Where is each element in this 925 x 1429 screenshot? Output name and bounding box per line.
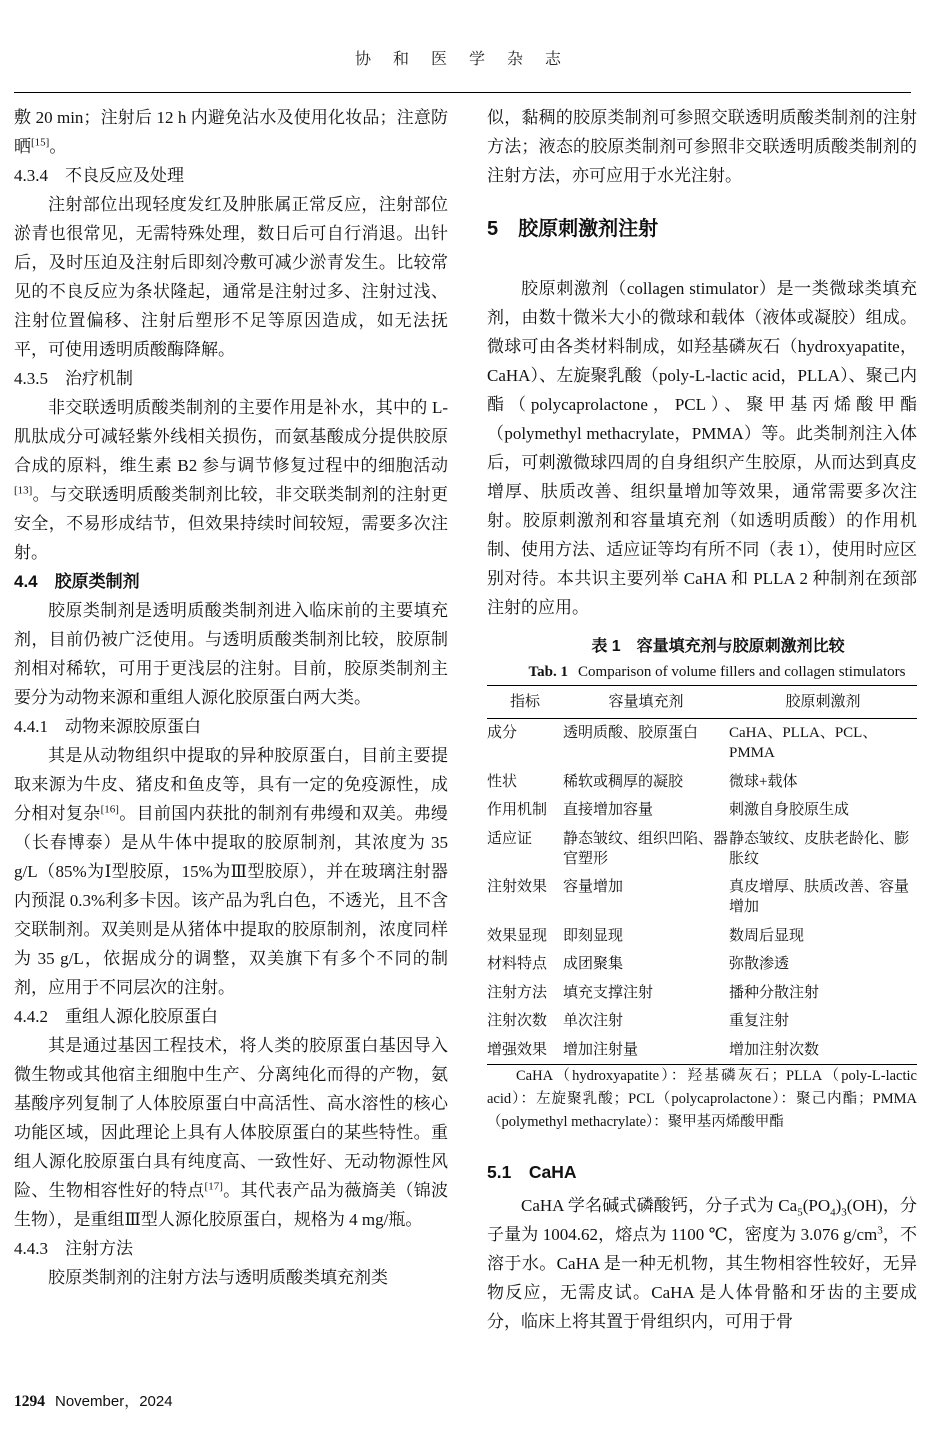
formula-superscript: 3	[877, 1224, 883, 1237]
table-cell: 稀软或稠厚的凝胶	[563, 773, 684, 790]
table-title-cn: 表 1 容量填充剂与胶原刺激剂比较	[591, 638, 845, 655]
table-cell: 静态皱纹、组织凹陷、器官塑形	[563, 830, 729, 867]
page-footer	[14, 1390, 173, 1411]
paragraph: 胶原刺激剂（collagen stimulator）是一类微球类填充剂，由数十微米大小的微球和载体（液体或凝胶）组成。微球可由各类材料制成，如羟基磷灰石（hydroxyapatite，CaHA）、左旋聚乳酸（poly-L-lactic acid，PLLA）、聚己内酯（polycaprolactone，PCL）、聚甲基丙烯酸甲酯（polymethyl methacrylate，PMMA）等。此类制剂注入体后，可刺激微球四周的自身组织产生胶原，从而达到真皮增厚、肤质改善、组织量增加等效果，通常需要多次注射。胶原刺激剂和容量填充剂（如透明质酸）的作用机制、使用方法、适应证等均有所不同（表 1），使用时应区别对待。本共识主要列举 CaHA 和 PLLA 2 种制剂在颈部注射的应用。	[487, 279, 917, 617]
issue-date: November，2024	[55, 1393, 173, 1410]
table-cell: 数周后显现	[729, 927, 805, 944]
table-cell: 单次注射	[563, 1013, 624, 1029]
table-row	[487, 922, 917, 951]
subsection-heading-434: 4.3.4 不良反应及处理	[14, 166, 184, 185]
table-cell: 增强效果	[487, 1041, 548, 1058]
table-cell: 增加注射次数	[729, 1041, 820, 1058]
table-cell: 注射方法	[487, 984, 548, 1001]
table-cell: 真皮增厚、肤质改善、容量增加	[729, 879, 910, 915]
formula-subscript: 5	[797, 1206, 803, 1219]
table-header-row	[487, 686, 917, 719]
formula-subscript: 3	[841, 1206, 847, 1219]
table-cell: 成团聚集	[563, 956, 624, 972]
subsection-heading-441: 4.4.1 动物来源胶原蛋白	[14, 717, 201, 736]
table-cell: 直接增加容量	[563, 802, 654, 818]
paragraph: 胶原类制剂的注射方法与透明质酸类填充剂类	[48, 1268, 388, 1287]
journal-header-title: 协 和 医 学 杂 志	[354, 51, 570, 68]
table-title-en	[487, 660, 917, 685]
table-footnote: CaHA（hydroxyapatite）：羟基磷灰石；PLLA（poly-L-lactic acid）：左旋聚乳酸；PCL（polycaprolactone）：聚己内酯；PMMA（polymethyl methacrylate）：聚甲基丙烯酸甲酯	[487, 1068, 917, 1130]
table-cell: 静态皱纹、皮肤老龄化、膨胀纹	[729, 830, 910, 867]
reference-superscript: [15]	[31, 136, 50, 149]
table-cell: 填充支撑注射	[563, 984, 654, 1001]
table-cell: 注射效果	[487, 879, 548, 895]
table-cell: 即刻显现	[563, 927, 624, 944]
column-right	[487, 103, 917, 1336]
table-row	[487, 719, 917, 768]
table-cell: 刺激自身胶原生成	[729, 802, 850, 818]
table-header-cell: 指标	[487, 686, 563, 719]
subsection-heading-435: 4.3.5 治疗机制	[14, 369, 133, 388]
table-row	[487, 825, 917, 874]
paragraph: 胶原类制剂是透明质酸类制剂进入临床前的主要填充剂，目前仍被广泛使用。与透明质酸类制剂比较，胶原制剂相对稀软，可用于更浅层的注射。目前，胶原类制剂主要分为动物来源和重组人源化胶原蛋白两大类。	[14, 601, 448, 707]
table-row	[487, 979, 917, 1008]
subsection-heading-443: 4.4.3 注射方法	[14, 1239, 133, 1258]
paragraph: CaHA 学名碱式磷酸钙，分子式为 $Ca_5(PO_4)_3(OH)$，分子量为 1004.62，熔点为 1100 ℃，密度为 3.076 $g/cm^3$，不溶于水。CaHA 是一种无机物，其生物相容性较好，无异物反应，无需皮试。CaHA 是人体骨骼和牙齿的主要成分，临床上将其置于骨组织内，可用于骨	[487, 1196, 918, 1331]
reference-superscript: [17]	[204, 1180, 223, 1193]
table-cell: 性状	[487, 773, 518, 790]
table-cell: 透明质酸、胶原蛋白	[563, 725, 699, 741]
table-cell: 容量增加	[563, 879, 624, 895]
table-cell: 效果显现	[487, 927, 548, 944]
table-cell: 增加注射量	[563, 1041, 639, 1058]
paragraph: 似，黏稠的胶原类制剂可参照交联透明质酸类制剂的注射方法；液态的胶原类制剂可参照非交联透明质酸类制剂的注射方法，亦可应用于水光注射。	[487, 108, 917, 185]
table-header-cell: 胶原刺激剂	[729, 686, 917, 719]
table-cell: 适应证	[487, 830, 533, 847]
reference-superscript: [13]	[14, 484, 33, 497]
paragraph: 其是从动物组织中提取的异种胶原蛋白，目前主要提取来源为牛皮、猪皮和鱼皮等，具有一定的免疫源性，成分相对复杂[16]。目前国内获批的制剂有弗缦和双美。弗缦（长春博泰）是从牛体中提取的胶原制剂，其浓度为 35 g/L（85%为Ⅰ型胶原，15%为Ⅲ型胶原），并在玻璃注射器内预混 0.3%利多卡因。该产品为乳白色，不透光，且不含交联制剂。双美则是从猪体中提取的胶原制剂，浓度同样为 35 g/L，依据成分的调整，双美旗下有多个不同的制剂，应用于不同层次的注射。	[14, 746, 449, 997]
table-cell: 注射次数	[487, 1013, 548, 1029]
section-heading-44: 4.4 胶原类制剂	[14, 572, 140, 591]
table-row	[487, 796, 917, 825]
header-rule	[14, 92, 911, 93]
table-row	[487, 1007, 917, 1036]
table-body	[487, 719, 917, 1065]
table-cell: 重复注射	[729, 1013, 790, 1029]
table-row	[487, 768, 917, 797]
table-head	[487, 686, 917, 719]
table-row	[487, 873, 917, 922]
reference-superscript: [16]	[100, 803, 119, 816]
table-cell: 作用机制	[487, 802, 548, 818]
table-cell: 成分	[487, 725, 518, 741]
page-number: 1294	[14, 1393, 45, 1410]
table-cell: 播种分散注射	[729, 984, 820, 1001]
table-header-cell: 容量填充剂	[563, 686, 729, 719]
table-cell: 微球+载体	[729, 773, 798, 790]
table-cell: CaHA、PLLA、PCL、PMMA	[729, 725, 878, 761]
table-row	[487, 950, 917, 979]
subsection-heading-442: 4.4.2 重组人源化胶原蛋白	[14, 1007, 218, 1026]
table-row	[487, 1036, 917, 1065]
comparison-table-block	[487, 634, 917, 1134]
section-heading-51: 5.1 CaHA	[487, 1162, 577, 1182]
table-cell: 材料特点	[487, 956, 548, 972]
formula-subscript: 4	[830, 1206, 836, 1219]
paragraph: 注射部位出现轻度发红及肿胀属正常反应，注射部位淤青也很常见，无需特殊处理，数日后可自行消退。出针后，及时压迫及注射后即刻冷敷可减少淤青发生。比较常见的不良反应为条状隆起，通常是注射过多、注射过浅、注射位置偏移、注射后塑形不足等原因造成，如无法抚平，可使用透明质酸酶降解。	[14, 195, 448, 359]
section-heading-5: 5 胶原刺激剂注射	[487, 218, 659, 240]
table-title-en-label: Tab. 1	[528, 664, 569, 680]
comparison-table	[487, 685, 917, 1065]
paragraph: 其是通过基因工程技术，将人类的胶原蛋白基因导入微生物或其他宿主细胞中生产、分离纯化而得的产物，氨基酸序列复制了人体胶原蛋白中高活性、高水溶性的核心功能区域，因此理论上具有人体胶原蛋白的某些特性。重组人源化胶原蛋白具有纯度高、一致性好、无动物源性风险、生物相容性好的特点[17]。其代表产品为薇旖美（锦波生物），是重组Ⅲ型人源化胶原蛋白，规格为 4 mg/瓶。	[14, 1036, 449, 1229]
table-cell: 弥散渗透	[729, 956, 790, 972]
paragraph: 敷 20 min；注射后 12 h 内避免沾水及使用化妆品；注意防晒[15]。	[14, 108, 448, 156]
paragraph: 非交联透明质酸类制剂的主要作用是补水，其中的 L-肌肽成分可减轻紫外线相关损伤，而氨基酸成分提供胶原合成的原料，维生素 B2 参与调节修复过程中的细胞活动[13]。与交联透明质酸类制剂比较，非交联类制剂的注射更安全，不易形成结节，但效果持续时间较短，需要多次注射。	[14, 398, 448, 562]
table-title-en-text: Comparison of volume fillers and collagen stimulators	[578, 664, 906, 680]
column-left	[14, 103, 448, 1292]
